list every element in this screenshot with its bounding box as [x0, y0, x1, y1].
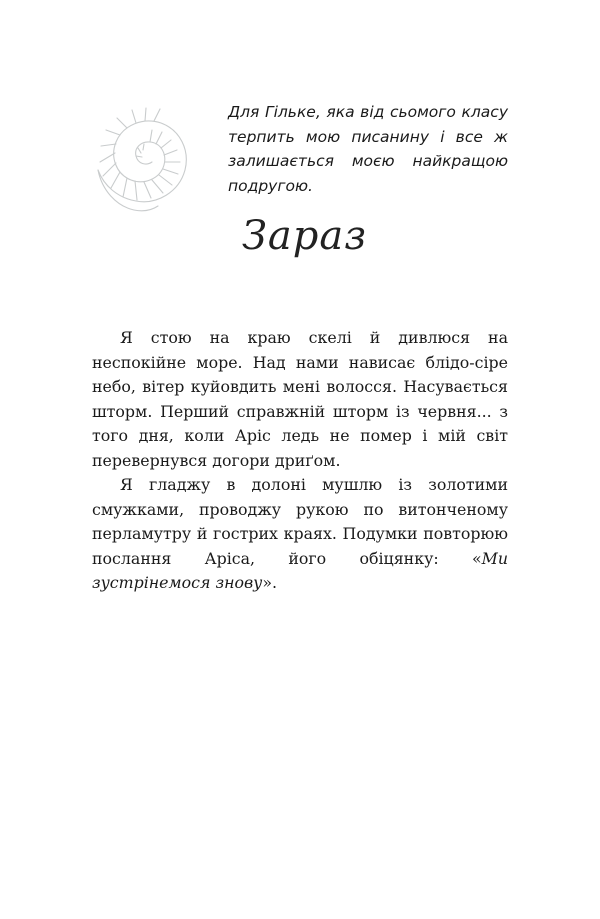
chapter-body: [92, 326, 508, 596]
dedication-text: Для Гільке, яка від сьомого класу терпить мою писанину і все ж залишається моєю найкращою подругою.: [228, 103, 508, 195]
paragraph-2-quote: Ми зустрінемося знову: [92, 548, 508, 592]
paragraph-2-text: Я гладжу в долоні мушлю із золотими смужками, проводжу рукою по витонченому перламутру й гострих краях. Подумки повторюю послання Аріса, його обіцянку: «: [92, 475, 508, 568]
nautilus-shell-icon: [86, 100, 196, 220]
chapter-title: Зараз: [242, 213, 368, 259]
paragraph-2: [92, 473, 508, 596]
paragraph-1: Я стою на краю скелі й дивлюся на неспокійне море. Над нами нависає блідо-сіре небо, вітер куйовдить мені волосся. Насувається шторм. Перший справжній шторм із червня... з того дня, коли Аріс ледь не помер і мій світ перевернувся догори дриґом.: [92, 328, 508, 470]
paragraph-2-end: ».: [262, 573, 278, 592]
